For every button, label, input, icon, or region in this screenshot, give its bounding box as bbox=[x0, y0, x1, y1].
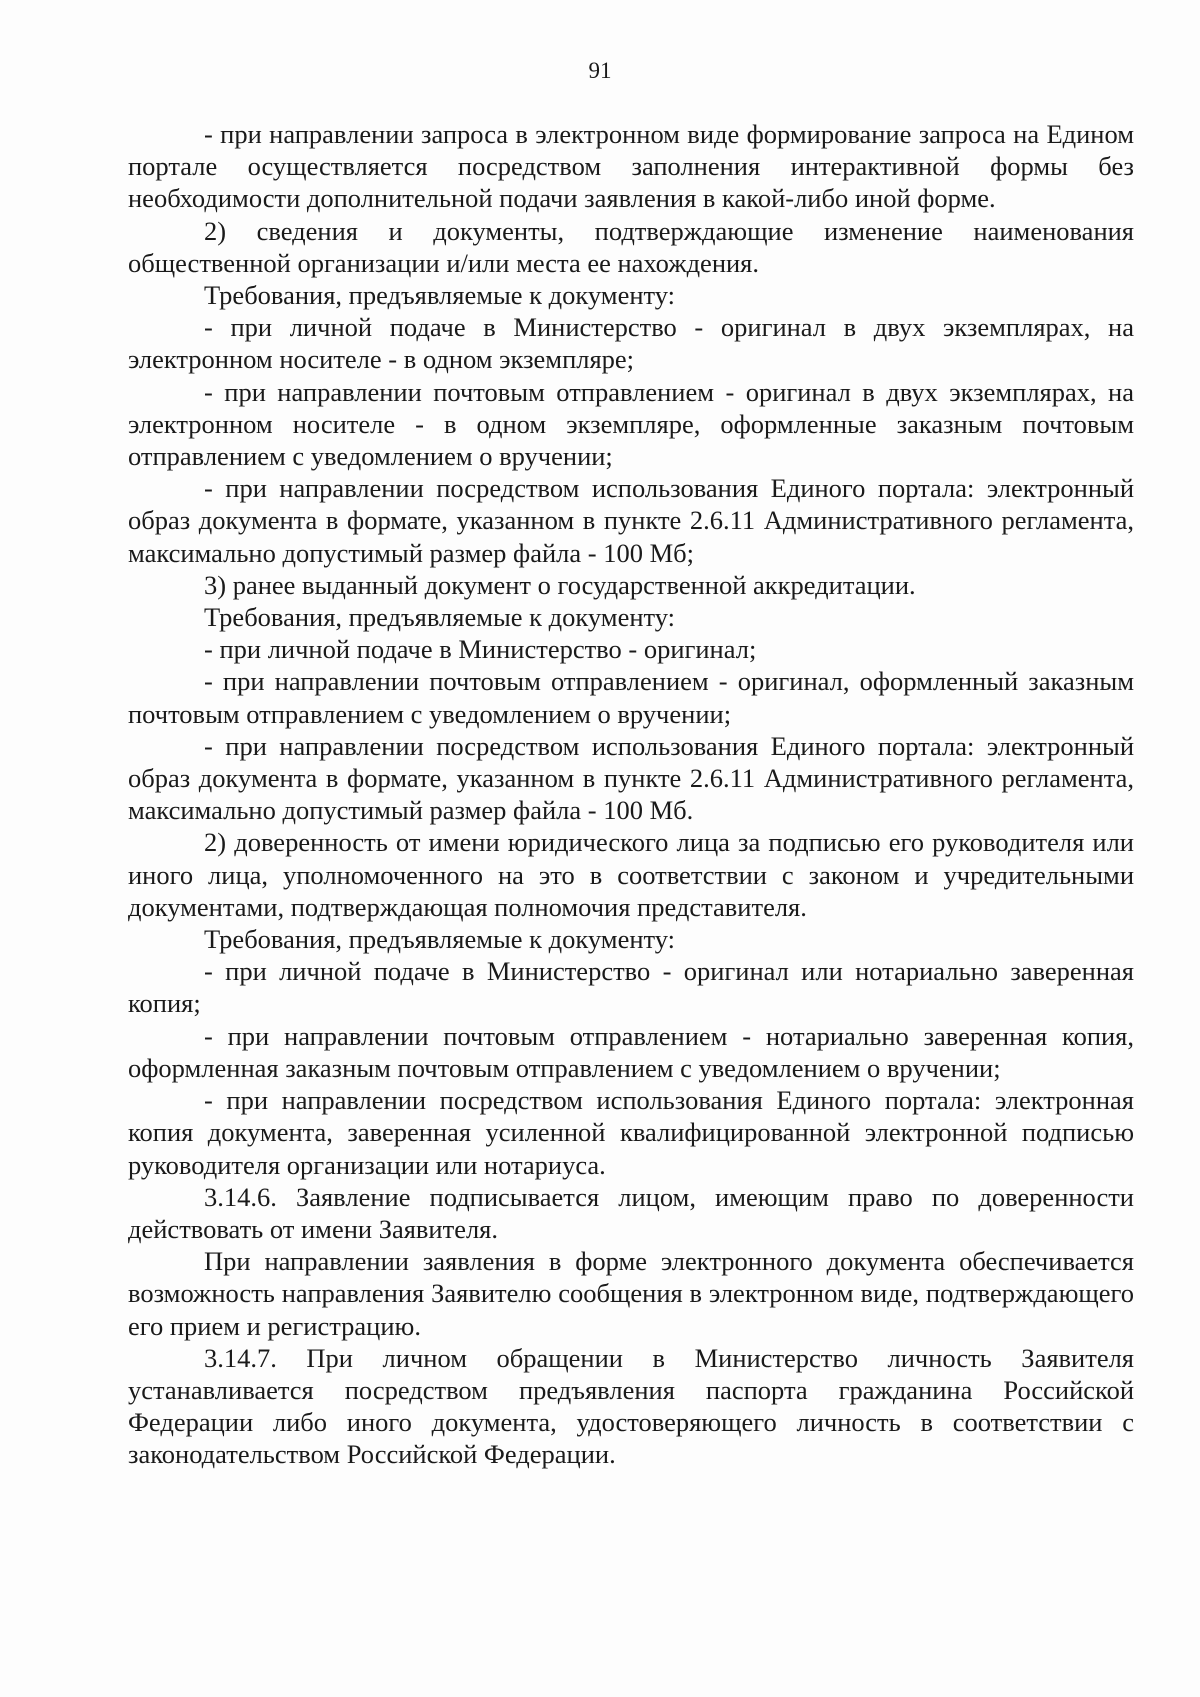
paragraph: - при личной подаче в Министерство - оригинал; bbox=[204, 634, 757, 665]
paragraph: - при направлении посредством использования Единого портала: электронный образ документа в формате, указанном в пункте 2.6.11 Административного регламента, максимально допустимый размер файла - 100 Мб; bbox=[128, 473, 1134, 568]
paragraph: Требования, предъявляемые к документу: bbox=[204, 280, 676, 311]
paragraph: 3.14.7. При личном обращении в Министерство личность Заявителя устанавливается посредством предъявления паспорта гражданина Российской Федерации либо иного документа, удостоверяющего личность в соответствии с законодательством Российской Федерации. bbox=[128, 1342, 1134, 1470]
paragraph: 2) сведения и документы, подтверждающие изменение наименования общественной организации и/или места ее нахождения. bbox=[128, 215, 1134, 278]
document-body bbox=[128, 118, 1134, 1471]
paragraph: - при направлении посредством использования Единого портала: электронная копия документа, заверенная усиленной квалифицированной электронной подписью руководителя организации или нотариуса. bbox=[128, 1085, 1134, 1180]
paragraph: - при направлении почтовым отправлением - нотариально заверенная копия, оформленная заказным почтовым отправлением с уведомлением о вручении; bbox=[128, 1020, 1134, 1083]
page-number: 91 bbox=[588, 58, 612, 83]
paragraph: 2) доверенность от имени юридического лица за подписью его руководителя или иного лица, уполномоченного на это в соответствии с законом и учредительными документами, подтверждающая полномочия представителя. bbox=[128, 827, 1134, 922]
paragraph: При направлении заявления в форме электронного документа обеспечивается возможность направления Заявителю сообщения в электронном виде, подтверждающего его прием и регистрацию. bbox=[128, 1246, 1134, 1341]
paragraph: Требования, предъявляемые к документу: bbox=[204, 602, 676, 633]
paragraph: - при направлении посредством использования Единого портала: электронный образ документа в формате, указанном в пункте 2.6.11 Административного регламента, максимально допустимый размер файла - 100 Мб. bbox=[128, 730, 1134, 826]
paragraph: - при личной подаче в Министерство - оригинал в двух экземплярах, на электронном носителе - в одном экземпляре; bbox=[128, 312, 1134, 375]
paragraph: - при направлении запроса в электронном виде формирование запроса на Едином портале осуществляется посредством заполнения интерактивной формы без необходимости дополнительной подачи заявления в какой-либо иной форме. bbox=[128, 119, 1134, 214]
paragraph: - при направлении почтовым отправлением - оригинал, оформленный заказным почтовым отправлением с уведомлением о вручении; bbox=[128, 666, 1134, 729]
paragraph: 3) ранее выданный документ о государственной аккредитации. bbox=[204, 569, 916, 600]
paragraph: - при направлении почтовым отправлением - оригинал в двух экземплярах, на электронном носителе - в одном экземпляре, оформленные заказным почтовым отправлением с уведомлением о вручении; bbox=[128, 376, 1134, 472]
paragraph: - при личной подаче в Министерство - оригинал или нотариально заверенная копия; bbox=[128, 956, 1134, 1019]
paragraph: Требования, предъявляемые к документу: bbox=[204, 924, 676, 955]
paragraph: 3.14.6. Заявление подписывается лицом, имеющим право по доверенности действовать от имени Заявителя. bbox=[128, 1181, 1134, 1244]
